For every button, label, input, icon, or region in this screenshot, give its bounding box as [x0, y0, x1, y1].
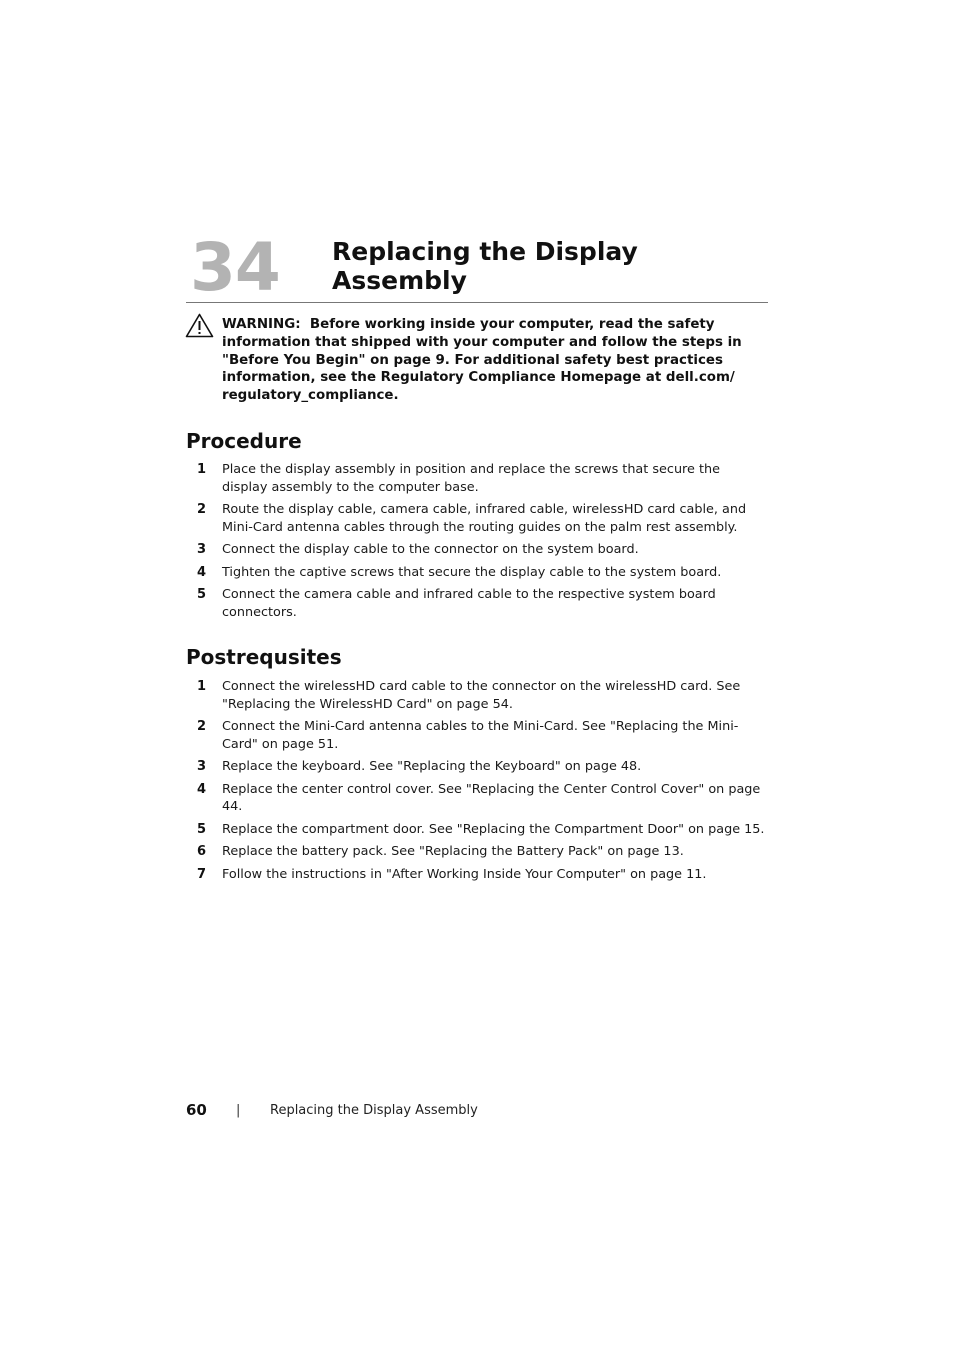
step-number: 1	[196, 679, 206, 694]
step-text: Replace the battery pack. See "Replacing the Battery Pack" on page 13.	[222, 844, 684, 859]
warning-label: WARNING:	[222, 317, 301, 332]
step-text: Connect the Mini-Card antenna cables to the Mini-Card. See "Replacing the Mini-Card" on page 51.	[222, 719, 739, 752]
step-text: Connect the camera cable and infrared cable to the respective system board connectors.	[222, 587, 716, 620]
step-text: Replace the center control cover. See "Replacing the Center Control Cover" on page 44.	[222, 781, 761, 814]
procedure-steps	[186, 461, 768, 621]
procedure-heading: Procedure	[186, 429, 302, 453]
step-number: 4	[196, 564, 206, 580]
step-text: Route the display cable, camera cable, infrared cable, wirelessHD card cable, and Mini-Card antenna cables through the routing guides on the palm rest assembly.	[222, 502, 747, 535]
footer-title: Replacing the Display Assembly	[270, 1103, 478, 1118]
list-item	[186, 461, 768, 496]
postrequisites-steps	[186, 678, 768, 883]
list-item	[186, 821, 768, 839]
step-number: 5	[196, 587, 206, 602]
list-item	[186, 781, 768, 816]
step-text: Place the display assembly in position and replace the screws that secure the display assembly to the computer base.	[222, 462, 720, 495]
step-text: Replace the compartment door. See "Replacing the Compartment Door" on page 15.	[222, 821, 765, 837]
step-number: 3	[196, 759, 206, 774]
step-text: Replace the keyboard. See "Replacing the Keyboard" on page 48.	[222, 759, 642, 774]
list-item	[186, 501, 768, 536]
footer-page-number: 60	[186, 1101, 207, 1119]
list-item	[186, 843, 768, 861]
chapter-number: 34	[190, 229, 280, 306]
chapter-title: Replacing the Display Assembly	[332, 237, 638, 295]
warning-icon	[185, 313, 214, 338]
step-number: 7	[196, 866, 206, 882]
list-item	[186, 758, 768, 776]
list-item	[186, 718, 768, 753]
step-number: 2	[196, 719, 206, 734]
step-number: 4	[196, 781, 206, 797]
step-text: Tighten the captive screws that secure the display cable to the system board.	[222, 564, 722, 580]
warning-text: Before working inside your computer, read the safety information that shipped with your computer and follow the steps in "Before You Begin" on page 9. For additional safety best practices information, see the Regulatory Compliance Homepage at dell.com/ regulatory_compliance.	[222, 317, 742, 404]
list-item	[186, 564, 768, 582]
warning-notice	[222, 316, 766, 405]
step-text: Connect the display cable to the connector on the system board.	[222, 542, 639, 557]
list-item	[186, 678, 768, 713]
step-number: 2	[196, 502, 206, 517]
step-text: Follow the instructions in "After Working Inside Your Computer" on page 11.	[222, 866, 707, 882]
step-number: 5	[196, 821, 206, 837]
postrequisites-heading: Postrequsites	[186, 645, 342, 669]
list-item	[186, 866, 768, 884]
title-divider	[186, 302, 768, 303]
step-number: 1	[196, 462, 206, 477]
list-item	[186, 586, 768, 621]
step-number: 3	[196, 542, 206, 557]
list-item	[186, 541, 768, 559]
step-number: 6	[196, 844, 206, 859]
footer-separator: |	[236, 1103, 241, 1118]
step-text: Connect the wirelessHD card cable to the connector on the wirelessHD card. See "Replacing the WirelessHD Card" on page 54.	[222, 679, 741, 712]
